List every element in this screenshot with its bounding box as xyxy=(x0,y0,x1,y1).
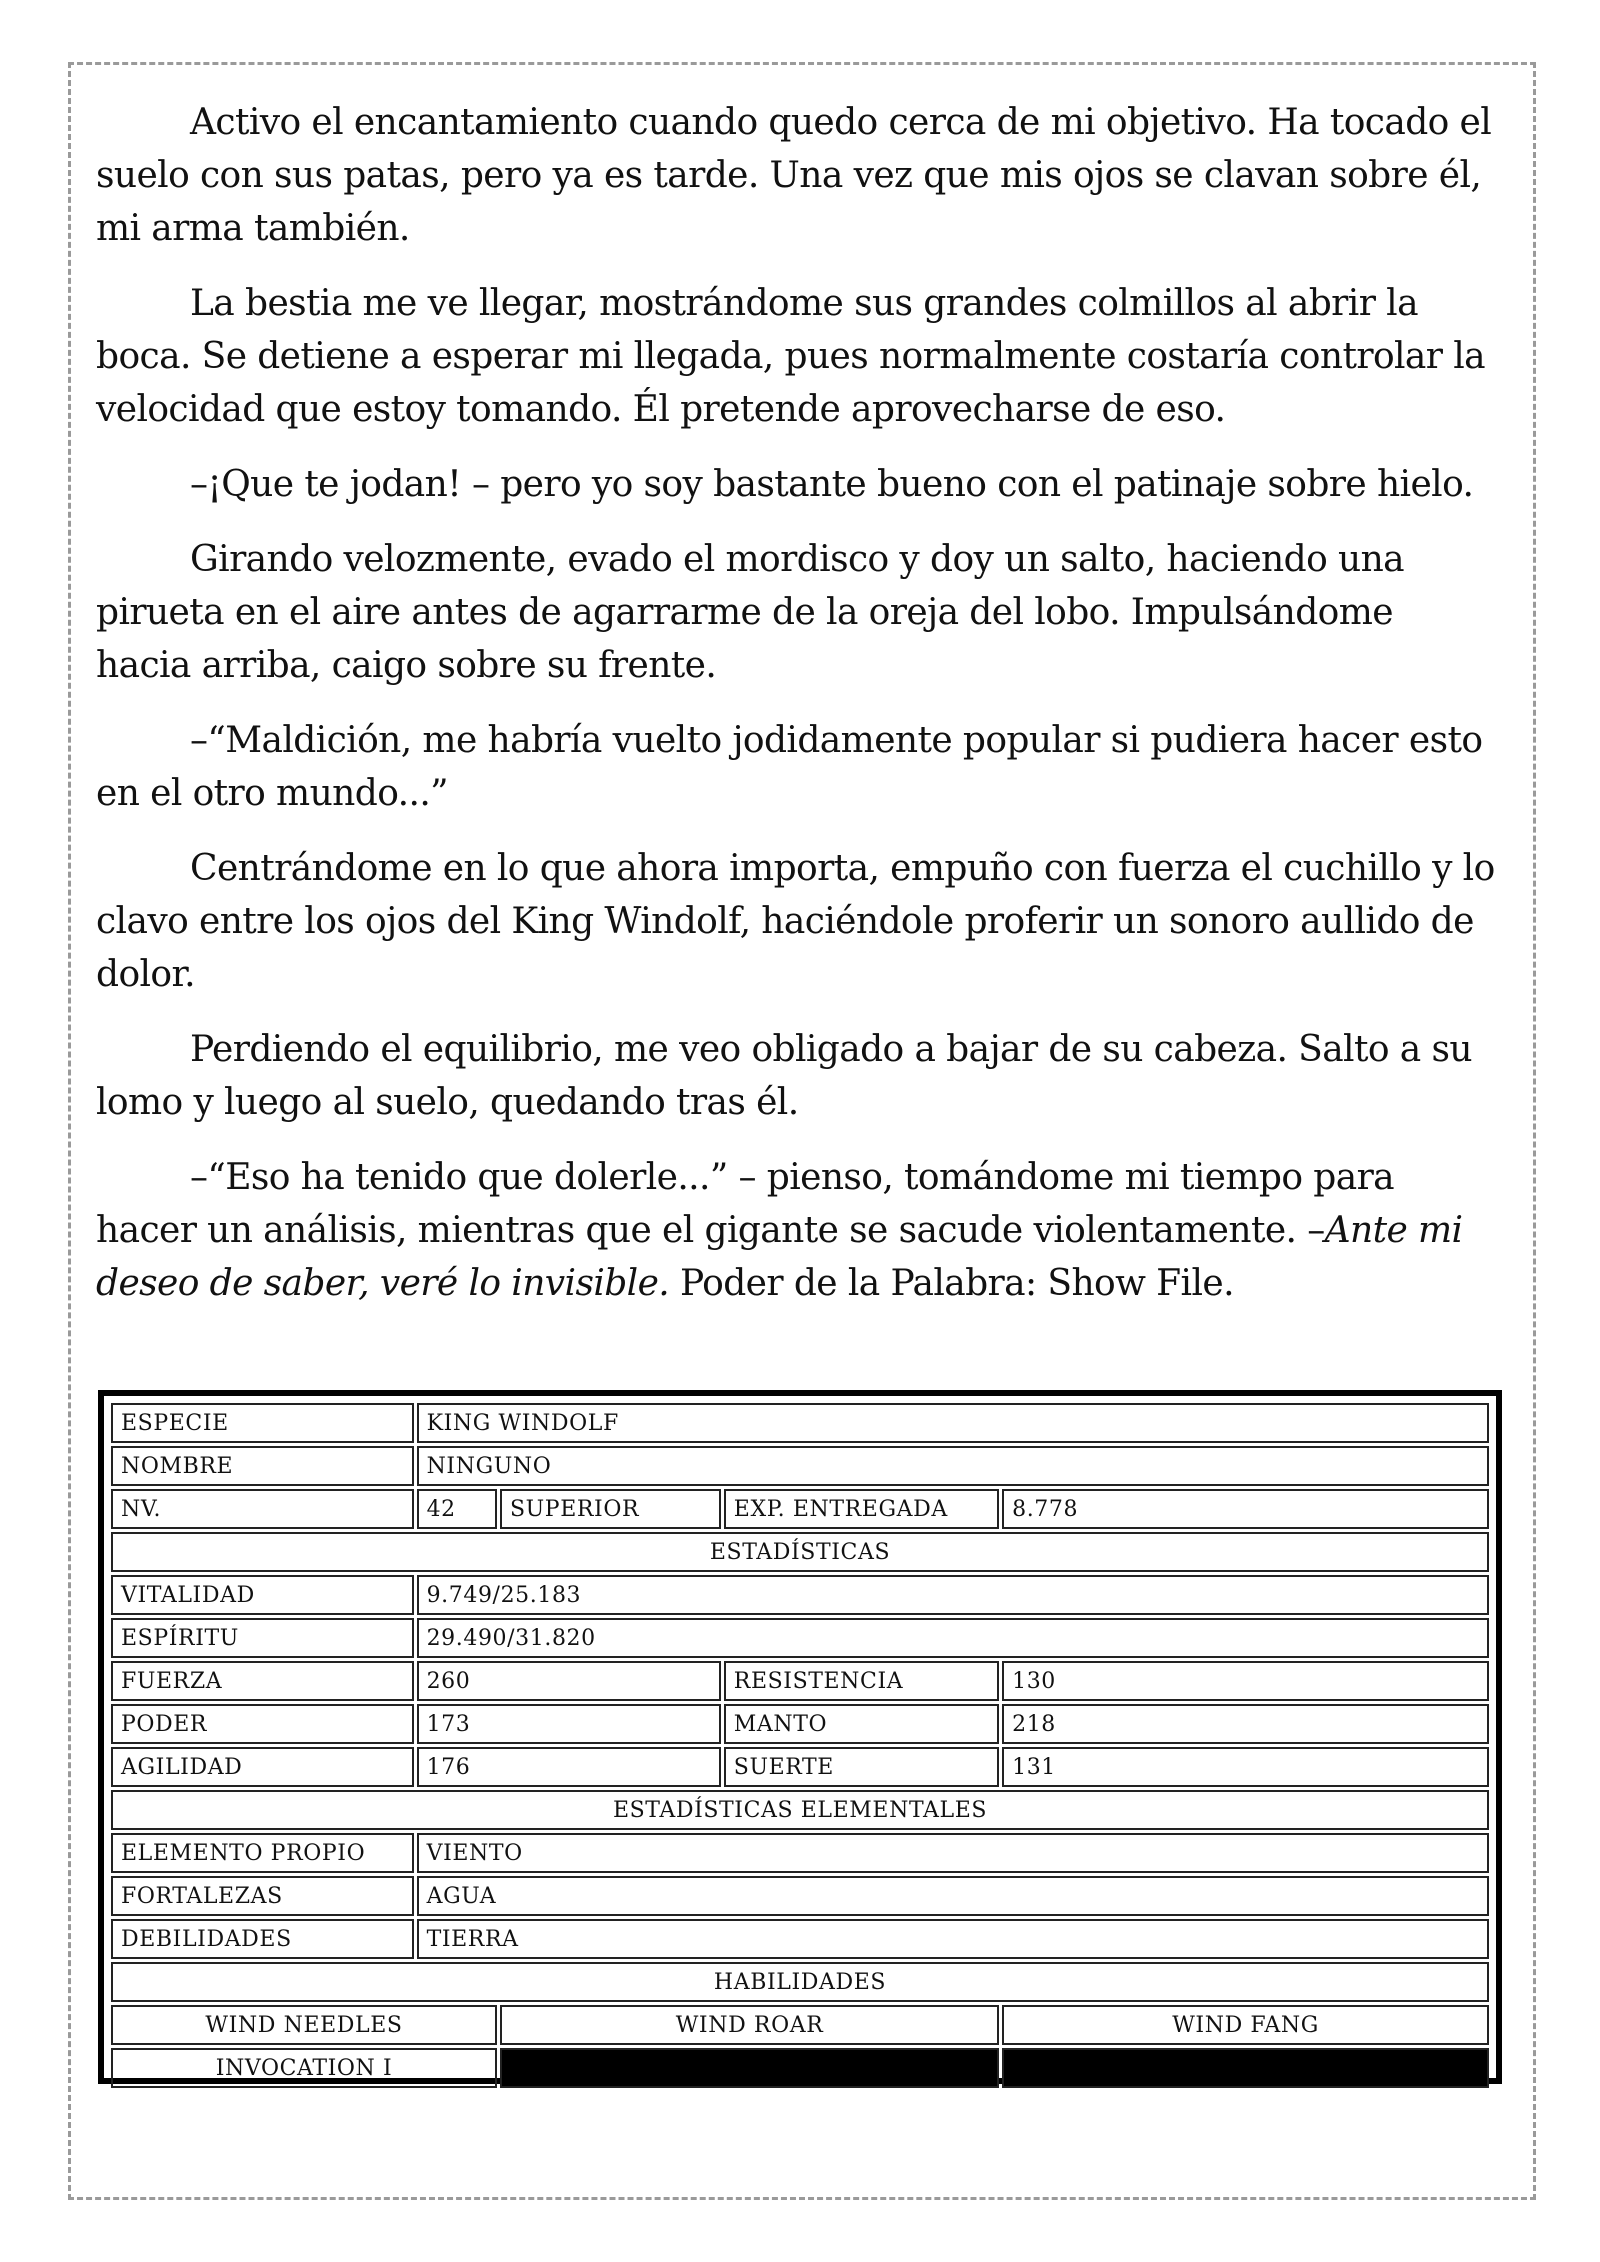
vitalidad-value: 9.749/25.183 xyxy=(417,1575,1489,1615)
locked-skill-cell xyxy=(1002,2048,1489,2088)
paragraph: –¡Que te jodan! – pero yo soy bastante bueno con el patinaje sobre hielo. xyxy=(190,464,1474,505)
fortalezas-label: FORTALEZAS xyxy=(111,1876,414,1916)
elementales-header: ESTADÍSTICAS ELEMENTALES xyxy=(111,1790,1489,1830)
resistencia-label: RESISTENCIA xyxy=(724,1661,999,1701)
paragraph: Activo el encantamiento cuando quedo cerca de mi objetivo. Ha tocado el suelo con sus patas, pero ya es tarde. Una vez que mis ojos se clavan sobre él, mi arma también. xyxy=(96,102,1492,249)
table-row xyxy=(111,1575,1489,1615)
especie-label: ESPECIE xyxy=(111,1403,414,1443)
table-row xyxy=(111,1403,1489,1443)
table-row xyxy=(111,2048,1489,2088)
rank-value: SUPERIOR xyxy=(500,1489,721,1529)
table-row xyxy=(111,1489,1489,1529)
table-row xyxy=(111,1446,1489,1486)
skill-cell: INVOCATION I xyxy=(111,2048,497,2088)
story-text xyxy=(96,96,1498,1332)
table-row xyxy=(111,1661,1489,1701)
exp-label: EXP. ENTREGADA xyxy=(724,1489,999,1529)
resistencia-value: 130 xyxy=(1002,1661,1489,1701)
paragraph: Girando velozmente, evado el mordisco y doy un salto, haciendo una pirueta en el aire antes de agarrarme de la oreja del lobo. Impulsándome hacia arriba, caigo sobre su frente. xyxy=(96,539,1405,686)
locked-skill-cell xyxy=(500,2048,999,2088)
agilidad-value: 176 xyxy=(417,1747,721,1787)
skill-cell: WIND ROAR xyxy=(500,2005,999,2045)
skill-cell: WIND FANG xyxy=(1002,2005,1489,2045)
table-row xyxy=(111,1790,1489,1830)
agilidad-label: AGILIDAD xyxy=(111,1747,414,1787)
paragraph-text: –“Eso ha tenido que dolerle...” – pienso, tomándome mi tiempo para hacer un análisis, mientras que el gigante se sacude violentamente. – xyxy=(96,1157,1395,1251)
estadisticas-header: ESTADÍSTICAS xyxy=(111,1532,1489,1572)
table-row xyxy=(111,1919,1489,1959)
debilidades-value: TIERRA xyxy=(417,1919,1489,1959)
status-file-table xyxy=(98,1390,1502,2084)
table-row xyxy=(111,1618,1489,1658)
incantation-text: Ante mi deseo de saber, veré lo invisible. xyxy=(96,1210,1463,1304)
debilidades-label: DEBILIDADES xyxy=(111,1919,414,1959)
paragraph xyxy=(96,1151,1498,1310)
espiritu-label: ESPÍRITU xyxy=(111,1618,414,1658)
nombre-value: NINGUNO xyxy=(417,1446,1489,1486)
nv-label: NV. xyxy=(111,1489,414,1529)
poder-value: 173 xyxy=(417,1704,721,1744)
table-row xyxy=(111,1962,1489,2002)
habilidades-header: HABILIDADES xyxy=(111,1962,1489,2002)
table-row xyxy=(111,2005,1489,2045)
table-row xyxy=(111,1833,1489,1873)
paragraph: Perdiendo el equilibrio, me veo obligado a bajar de su cabeza. Salto a su lomo y luego al suelo, quedando tras él. xyxy=(96,1029,1472,1123)
paragraph: –“Maldición, me habría vuelto jodidamente popular si pudiera hacer esto en el otro mundo...” xyxy=(96,720,1483,814)
nv-value: 42 xyxy=(417,1489,497,1529)
paragraph-text: Poder de la Palabra: Show File. xyxy=(669,1263,1234,1304)
espiritu-value: 29.490/31.820 xyxy=(417,1618,1489,1658)
especie-value: KING WINDOLF xyxy=(417,1403,1489,1443)
vitalidad-label: VITALIDAD xyxy=(111,1575,414,1615)
poder-label: PODER xyxy=(111,1704,414,1744)
skill-cell: WIND NEEDLES xyxy=(111,2005,497,2045)
suerte-value: 131 xyxy=(1002,1747,1489,1787)
table-row xyxy=(111,1704,1489,1744)
manto-value: 218 xyxy=(1002,1704,1489,1744)
suerte-label: SUERTE xyxy=(724,1747,999,1787)
exp-value: 8.778 xyxy=(1002,1489,1489,1529)
fuerza-label: FUERZA xyxy=(111,1661,414,1701)
paragraph: La bestia me ve llegar, mostrándome sus grandes colmillos al abrir la boca. Se detiene a esperar mi llegada, pues normalmente costaría controlar la velocidad que estoy tomando. Él pretende aprovecharse de eso. xyxy=(96,283,1486,430)
stats-table xyxy=(108,1400,1492,2091)
manto-label: MANTO xyxy=(724,1704,999,1744)
table-row xyxy=(111,1532,1489,1572)
table-row xyxy=(111,1747,1489,1787)
fuerza-value: 260 xyxy=(417,1661,721,1701)
fortalezas-value: AGUA xyxy=(417,1876,1489,1916)
table-row xyxy=(111,1876,1489,1916)
elemento-value: VIENTO xyxy=(417,1833,1489,1873)
paragraph: Centrándome en lo que ahora importa, empuño con fuerza el cuchillo y lo clavo entre los ojos del King Windolf, haciéndole proferir un sonoro aullido de dolor. xyxy=(96,848,1495,995)
elemento-label: ELEMENTO PROPIO xyxy=(111,1833,414,1873)
nombre-label: NOMBRE xyxy=(111,1446,414,1486)
